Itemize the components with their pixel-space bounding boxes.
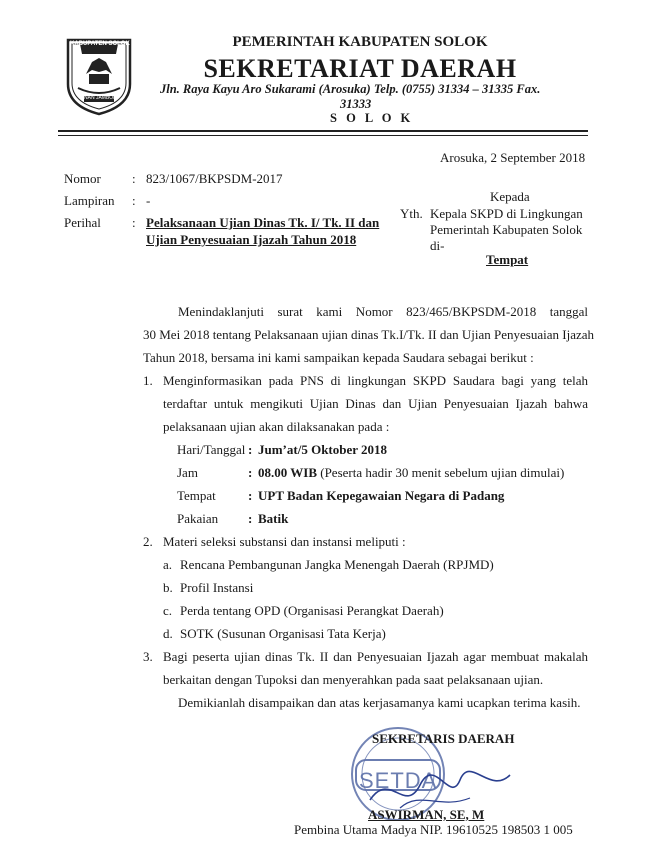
materi-d-letter: d. [163, 626, 173, 641]
materi-a-letter: a. [163, 557, 173, 572]
perihal-line2: Ujian Penyesuaian Ijazah Tahun 2018 [146, 232, 357, 247]
perihal-line1: Pelaksanaan Ujian Dinas Tk. I/ Tk. II dan [146, 215, 380, 230]
closing-text: Demikianlah disampaikan dan atas kerjasamanya kami ucapkan terima kasih. [178, 695, 581, 710]
intro-line2: 30 Mei 2018 tentang Pelaksanaan ujian dinas Tk.I/Tk. II dan Ujian Penyesuaian Ijazah [143, 327, 595, 342]
item3-number: 3. [143, 649, 153, 664]
perihal-label: Perihal [64, 215, 101, 230]
recipient-tempat: Tempat [486, 252, 529, 267]
item2-number: 2. [143, 534, 153, 549]
schedule-note-time: (Peserta hadir 30 menit sebelum ujian dimulai) [317, 465, 565, 480]
recipient-line1: Kepala SKPD di Lingkungan [430, 206, 583, 221]
materi-c-text: Perda tentang OPD (Organisasi Perangkat Daerah) [180, 603, 444, 618]
schedule-label-dress: Pakaian [177, 511, 219, 526]
stamp-text: SETDA [359, 768, 438, 793]
nomor-value: 823/1067/BKPSDM-2017 [146, 171, 283, 186]
schedule-colon-time: : [248, 465, 253, 480]
materi-b-text: Profil Instansi [180, 580, 254, 595]
lampiran-value: - [146, 193, 151, 208]
schedule-value-day: Jum’at/5 Oktober 2018 [258, 442, 388, 457]
signatory-rank-nip: Pembina Utama Madya NIP. 19610525 198503 1 005 [294, 822, 573, 837]
schedule-colon-dress: : [248, 511, 253, 526]
letterhead-fax: 31333 [340, 97, 372, 111]
schedule-value-time: 08.00 WIB [258, 465, 317, 480]
recipient-kepada: Kepada [490, 189, 530, 204]
lampiran-colon: : [132, 193, 136, 208]
item1-line1: Menginformasikan pada PNS di lingkungan SKPD Saudara bagi yang telah [163, 373, 588, 388]
materi-a-text: Rencana Pembangunan Jangka Menengah Daerah (RPJMD) [180, 557, 494, 572]
place-date: Arosuka, 2 September 2018 [440, 150, 586, 165]
item2-line1: Materi seleksi substansi dan instansi meliputi : [163, 534, 406, 549]
item1-line2: terdaftar untuk mengikuti Ujian Dinas dan Ujian Penyesuaian Ijazah bahwa [163, 396, 588, 411]
schedule-label-place: Tempat [177, 488, 216, 503]
letterhead-government: PEMERINTAH KABUPATEN SOLOK [232, 34, 488, 50]
logo-top-text: KABUPATEN SOLOK [70, 41, 130, 47]
nomor-label: Nomor [64, 171, 101, 186]
schedule-label-day: Hari/Tanggal [177, 442, 246, 457]
schedule-value-dress: Batik [258, 511, 289, 526]
recipient-line2: Pemerintah Kabupaten Solok [430, 222, 583, 237]
item1-number: 1. [143, 373, 153, 388]
letterhead-rule-thick [58, 130, 588, 132]
intro-line3: Tahun 2018, bersama ini kami sampaikan kepada Saudara sebagai berikut : [143, 350, 534, 365]
letterhead-office: SEKRETARIAT DAERAH [203, 54, 517, 83]
signatory-title: SEKRETARIS DAERAH [372, 731, 515, 746]
letterhead-rule-thin [58, 135, 588, 136]
schedule-value-time-group [258, 465, 564, 481]
nomor-colon: : [132, 171, 136, 186]
item3-line2: berkaitan dengan Tupoksi dan menyerahkan pada saat pelaksanaan ujian. [163, 672, 544, 687]
recipient-line3: di- [430, 238, 445, 253]
materi-b-letter: b. [163, 580, 173, 595]
logo-bottom-text: NAN JAMBOK [84, 95, 117, 101]
letterhead-city: S O L O K [330, 111, 414, 125]
materi-d-text: SOTK (Susunan Organisasi Tata Kerja) [180, 626, 386, 641]
perihal-colon: : [132, 215, 136, 230]
materi-c-letter: c. [163, 603, 173, 618]
signatory-name: ASWIRMAN, SE, M [368, 807, 485, 822]
recipient-yth: Yth. [400, 206, 423, 221]
schedule-colon-place: : [248, 488, 253, 503]
item1-line3: pelaksanaan ujian akan dilaksanakan pada : [163, 419, 390, 434]
lampiran-label: Lampiran [64, 193, 115, 208]
intro-line1: Menindaklanjuti surat kami Nomor 823/465/BKPSDM-2018 tanggal [178, 304, 588, 319]
letterhead-address: Jln. Raya Kayu Aro Sukarami (Arosuka) Telp. (0755) 31334 – 31335 Fax. [160, 82, 541, 96]
schedule-value-place: UPT Badan Kepegawaian Negara di Padang [258, 488, 505, 503]
item3-line1: Bagi peserta ujian dinas Tk. II dan Penyesuaian Ijazah agar membuat makalah [163, 649, 588, 664]
schedule-label-time: Jam [177, 465, 198, 480]
schedule-colon-day: : [248, 442, 253, 457]
